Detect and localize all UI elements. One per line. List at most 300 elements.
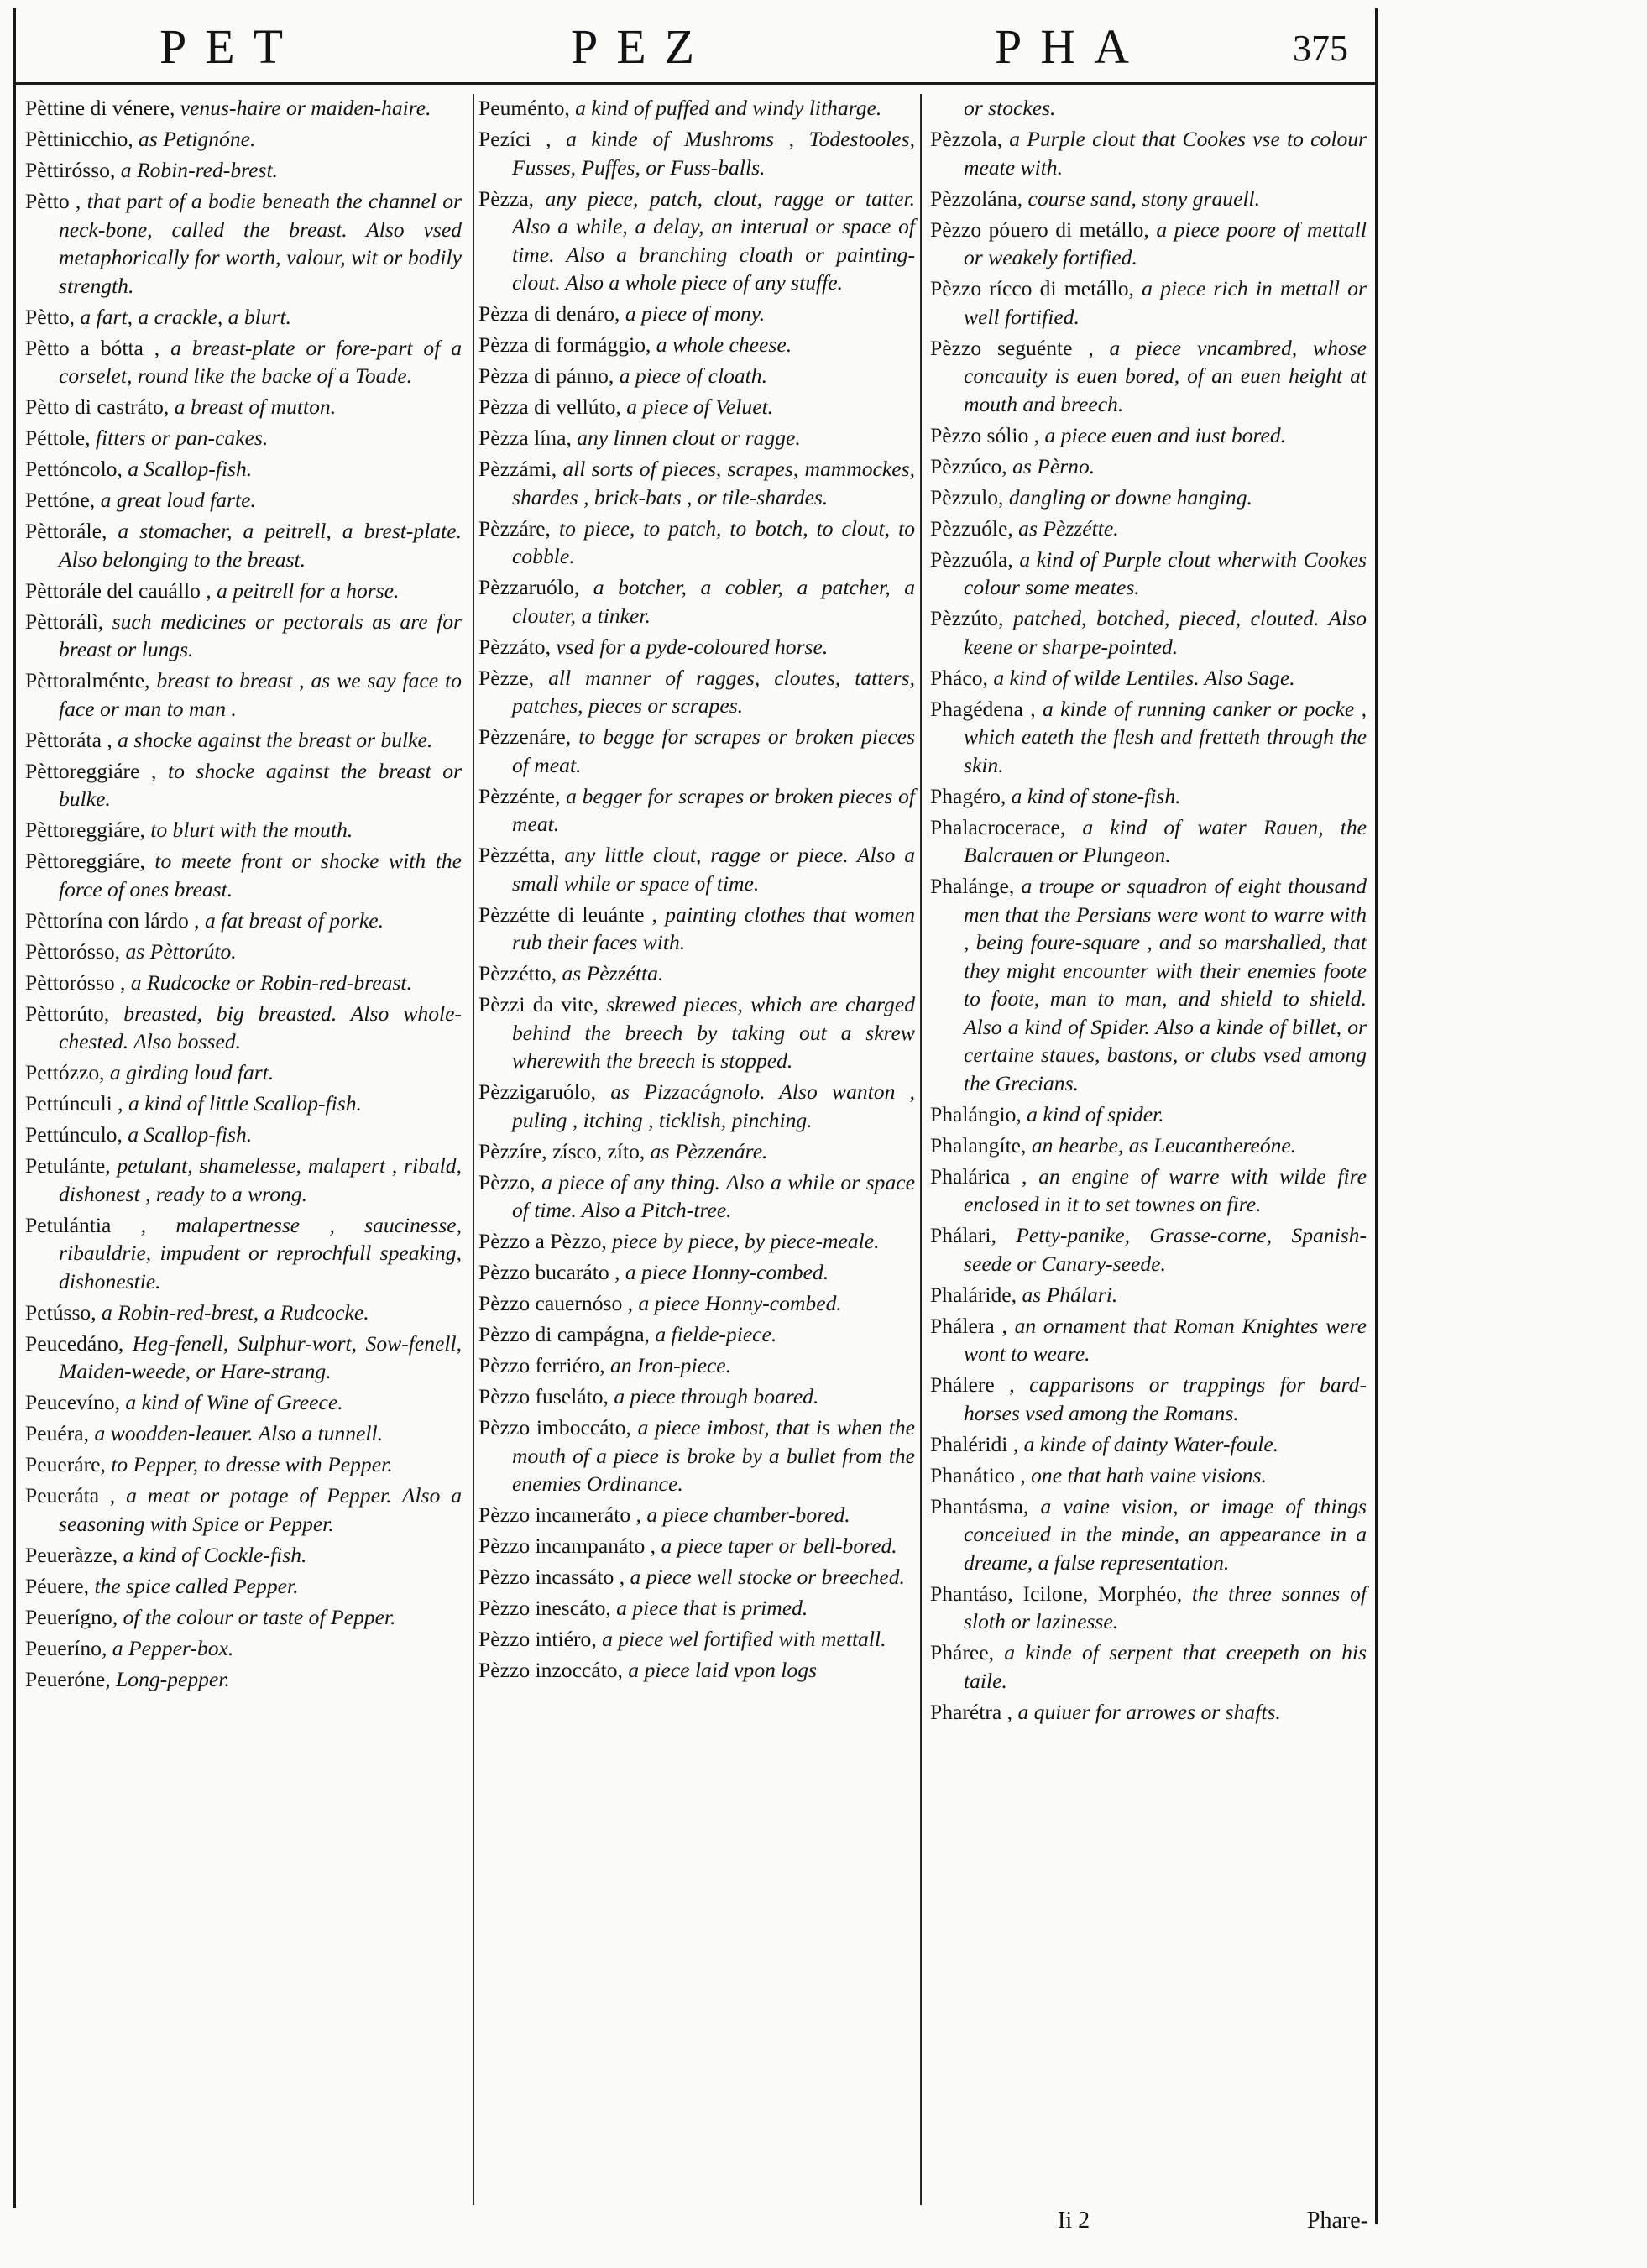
dictionary-entry [478,901,915,957]
entry-headword: Phaléridi , [930,1431,1019,1456]
entry-headword: Pèzzola, [930,127,1002,151]
entry-headword: Peueríno, [25,1635,107,1660]
entry-headword: Phalacrocerace, [930,814,1066,839]
entry-headword: Phálere , [930,1372,1015,1397]
dictionary-entry [478,841,915,897]
dictionary-entry [930,1131,1367,1160]
entry-definition: a fielde-piece. [649,1322,777,1346]
entry-headword: Pèzzenáre, [478,724,572,749]
entry-definition: as Phálari. [1017,1282,1118,1307]
dictionary-entry [478,959,915,988]
entry-headword: Péttole, [25,426,91,450]
entry-definition: a meat or potage of Pepper. Also a seasoning with Spice or Pepper. [59,1483,462,1536]
entry-headword: Pèzza lína, [478,426,572,450]
entry-headword: Pèttorúto, [25,1001,110,1026]
entry-definition: a kinde of dainty Water-foule. [1018,1431,1279,1456]
dictionary-entry [930,1580,1367,1636]
entry-definition: as Pèzzenáre. [645,1138,768,1163]
dictionary-entry [478,1563,915,1591]
dictionary-entry [25,1603,462,1632]
entry-definition: a kinde of running canker or pocke , which eateth the flesh and fretteth through the skin. [964,696,1367,777]
entry-headword: Pettúnculo, [25,1122,123,1147]
dictionary-entry [930,782,1367,811]
entry-headword: Phanático , [930,1462,1026,1487]
dictionary-entry [478,664,915,720]
right-frame-rule [1375,8,1378,2224]
entry-definition: fitters or pan-cakes. [90,426,269,450]
column-rule-1 [473,94,474,2205]
entry-headword: Pèzzaruólo, [478,575,580,599]
entry-definition: a Robin-red-brest, a Rudcocke. [96,1299,369,1325]
entry-headword: Pèzzo seguénte , [930,335,1094,360]
entry-definition: patched, botched, pieced, clouted. Also keene or sharpe-pointed. [964,606,1367,659]
dictionary-entry [930,546,1367,602]
dictionary-entry [930,1698,1367,1727]
entry-headword: Pèzzo inzoccáto, [478,1658,623,1682]
dictionary-entry [478,1168,915,1225]
entry-definition: as Petignóne. [133,127,256,151]
dictionary-entry [930,515,1367,543]
dictionary-entry [25,1152,462,1208]
column-2 [478,94,915,1687]
dictionary-entry [930,1312,1367,1368]
entry-headword: Pháco, [930,665,988,690]
entry-definition: such medicines or pectorals as are for breast or lungs. [59,609,462,661]
dictionary-entry [478,1078,915,1134]
entry-definition: any piece, patch, clout, ragge or tatter. Also a while, a delay, an interual or space of time. Also a branching cloath or painting-clout. Also a whole piece of any stuffe. [512,186,915,295]
entry-definition: petulant, shamelesse, malapert , ribald, dishonest , ready to a wrong. [59,1153,462,1206]
entry-definition: a botcher, a cobler, a patcher, a clouter, a tinker. [512,575,915,628]
entry-definition: a woodden-leauer. Also a tunnell. [89,1421,384,1445]
entry-headword: Pèttoreggiáre, [25,849,145,873]
dictionary-entry [478,1414,915,1498]
dictionary-entry [25,1482,462,1538]
entry-definition: an engine of warre with wilde fire enclosed in it to set townes on fire. [964,1163,1367,1216]
entry-headword: Peuerígno, [25,1604,118,1629]
dictionary-entry [930,421,1367,450]
dictionary-entry [478,1351,915,1380]
dictionary-entry [478,1382,915,1411]
dictionary-entry [25,1419,462,1448]
dictionary-entry [25,517,462,573]
entry-definition: a kinde of Mushroms , Todestooles, Fusses, Puffes, or Fuss-balls. [512,127,915,180]
dictionary-entry [478,455,915,511]
entry-headword: Pètto di castráto, [25,395,170,419]
column-1 [25,94,462,1696]
dictionary-entry [930,1492,1367,1577]
dictionary-entry [478,1594,915,1623]
entry-headword: Phantásma, [930,1493,1029,1518]
entry-headword: Pèzzo bucaráto , [478,1260,620,1284]
entry-headword: Pèzzétte di leuánte , [478,901,658,927]
entry-headword: Pèzzo ferriéro, [478,1353,605,1377]
entry-headword: Peueróne, [25,1666,111,1691]
entry-definition: a breast-plate or fore-part of a corselet, round like the backe of a Toade. [59,335,462,388]
dictionary-entry [478,1137,915,1166]
entry-definition: a piece through boared. [608,1384,819,1408]
entry-headword: Pèzzo inescáto, [478,1596,611,1620]
dictionary-entry [478,1258,915,1287]
entry-headword: Pèttoreggiáre , [25,758,157,783]
dictionary-entry [25,1388,462,1417]
entry-definition: skrewed pieces, which are charged behind the breech by taking out a skrew wherewith the breech is stopped. [512,992,916,1073]
running-head-right: PHA [995,19,1148,74]
entry-definition: a kind of puffed and windy litharge. [569,96,882,120]
entry-definition: a kind of Wine of Greece. [120,1390,343,1414]
entry-definition: as Pèzzétta. [557,961,664,985]
dictionary-entry [25,847,462,903]
entry-definition: a piece that is primed. [610,1596,808,1620]
entry-definition: a Robin-red-brest. [115,158,278,182]
dictionary-entry [930,1461,1367,1490]
entry-headword: Pèzzámi, [478,457,557,481]
dictionary-entry [478,515,915,571]
entry-definition: to blurt with the mouth. [144,818,353,842]
dictionary-entry [930,94,1367,123]
entry-headword: Pèttorína con lárdo , [25,907,200,933]
entry-headword: Pettóne, [25,488,96,512]
entry-headword: Pèttinicchio, [25,127,133,151]
entry-headword: Pèttoralménte, [25,668,150,692]
entry-definition: a kinde of serpent that creepeth on his taile. [964,1640,1367,1693]
dictionary-entry [25,486,462,515]
dictionary-entry [25,424,462,452]
entry-headword: Pettúnculi , [25,1091,123,1116]
entry-headword: Pèttirósso, [25,158,116,182]
entry-headword: Peueráta , [25,1483,116,1508]
dictionary-entry [25,1541,462,1570]
entry-definition: to shocke against the breast or bulke. [59,758,462,811]
entry-definition: a kind of wilde Lentiles. Also Sage. [987,665,1295,690]
left-frame-rule [13,8,16,2208]
entry-definition: a kind of Cockle-fish. [118,1542,307,1567]
column-rule-2 [920,94,922,2205]
entry-definition: as Pizzacágnolo. Also wanton , puling , itching , ticklish, pinching. [512,1079,915,1132]
entry-definition: a begger for scrapes or broken pieces of meat. [512,783,915,836]
entry-definition: a girding loud fart. [104,1060,274,1084]
entry-headword: Phaláride, [930,1282,1017,1307]
entry-definition: as Pèzzétte. [1012,515,1119,541]
dictionary-entry [478,573,915,630]
dictionary-entry [478,393,915,421]
entry-definition: breasted, big breasted. Also whole-chested. Also bossed. [59,1001,462,1053]
entry-headword: Petulántia , [25,1212,147,1237]
entry-headword: Petússo, [25,1299,97,1325]
dictionary-entry [930,483,1367,512]
dictionary-entry [25,577,462,605]
entry-definition: Heg-fenell, Sulphur-wort, Sow-fenell, Maiden-weede, or Hare-strang. [59,1330,462,1383]
entry-definition: a breast of mutton. [169,395,337,419]
entry-definition: a Scallop-fish. [122,457,253,481]
entry-headword: Pèzzo incampanáto , [478,1534,656,1558]
entry-headword: Pèzzíre, zísco, zíto, [478,1138,646,1163]
dictionary-entry [930,185,1367,213]
entry-definition: a piece poore of mettall or weakely fortified. [964,217,1367,269]
entry-definition: or stockes. [964,96,1056,120]
entry-definition: a piece of any thing. Also a while or space of time. Also a Pitch-tree. [512,1169,915,1222]
entry-headword: Pèzzo intiéro, [478,1627,597,1651]
dictionary-entry [25,608,462,664]
entry-headword: Peuménto, [478,96,570,120]
dictionary-entry [930,1100,1367,1129]
entry-headword: Petulánte, [25,1153,111,1178]
page-number: 375 [1293,28,1348,69]
dictionary-entry [930,872,1367,1097]
dictionary-entry [25,94,462,123]
entry-headword: Pètto, [25,304,76,329]
entry-headword: Pèzza di denáro, [478,301,620,326]
column-3 [930,94,1367,1729]
entry-headword: Phalárica , [930,1163,1027,1189]
entry-definition: a fart, a crackle, a blurt. [75,304,292,329]
dictionary-entry [478,125,915,181]
entry-headword: Pèzzáre, [478,515,551,541]
entry-definition: a peitrell for a horse. [211,577,400,603]
dictionary-entry [25,1330,462,1386]
entry-definition: a kind of little Scallop-fish. [123,1091,362,1116]
entry-headword: Peueráre, [25,1452,106,1476]
dictionary-entry [930,1430,1367,1459]
signature-mark: Ii 2 [1058,2208,1090,2234]
entry-definition: dangling or downe hanging. [1003,484,1252,510]
entry-definition: an Iron-piece. [604,1353,732,1377]
entry-headword: Pèzzétto, [478,961,557,985]
entry-definition: a piece wel fortified with mettall. [596,1627,886,1651]
entry-headword: Pèttorále del cauállo , [25,577,212,603]
entry-headword: Pèzzo fuseláto, [478,1384,609,1408]
entry-headword: Pèzzuóle, [930,515,1013,541]
dictionary-entry [478,1227,915,1256]
entry-headword: Pèzzénte, [478,783,561,808]
entry-headword: Peueràzze, [25,1542,118,1567]
entry-definition: all manner of ragges, cloutes, tatters, patches, pieces or scrapes. [512,665,915,718]
entry-definition: of the colour or taste of Pepper. [118,1604,396,1629]
entry-definition: malapertnesse , saucinesse, ribauldrie, impudent or reprochfull speaking, dishonestie. [59,1212,462,1293]
entry-headword: Pèzzúto, [930,606,1004,630]
entry-definition: a whole cheese. [651,332,792,357]
dictionary-entry [478,300,915,328]
entry-definition: a piece vncambred, whose concauity is euen bored, of an euen height at mouth and breech. [964,335,1367,416]
dictionary-entry [25,334,462,390]
entry-headword: Pèzzo di campágna, [478,1322,650,1346]
dictionary-entry [930,695,1367,780]
entry-definition: a piece taper or bell-bored. [656,1534,897,1558]
dictionary-entry [930,216,1367,272]
dictionary-entry [478,633,915,661]
entry-definition: a piece of cloath. [614,363,767,388]
entry-definition: to Pepper, to dresse with Pepper. [105,1452,393,1476]
entry-headword: Peucedáno, [25,1330,124,1356]
dictionary-entry [25,726,462,755]
dictionary-entry [25,666,462,723]
entry-headword: Pèzzuóla, [930,546,1013,572]
entry-headword: Phagédena , [930,696,1036,721]
entry-definition: a piece euen and iust bored. [1039,422,1287,447]
running-head-left: PET [159,19,302,74]
entry-headword: Pèzzulo, [930,484,1004,510]
entry-definition: any little clout, ragge or piece. Also a small while or space of time. [512,843,915,896]
entry-headword: Pèzzo rícco di metállo, [930,276,1134,300]
entry-definition: a kind of spider. [1021,1101,1164,1126]
entry-headword: Phalángio, [930,1101,1022,1126]
entry-headword: Phagéro, [930,783,1006,808]
entry-definition: capparisons or trappings for bard-horses vsed among the Romans. [964,1372,1367,1425]
entry-definition: a Rudcocke or Robin-red-breast. [125,969,412,995]
dictionary-entry [478,424,915,452]
entry-headword: Pètto a bótta , [25,335,160,360]
entry-definition: a piece laid vpon logs [622,1658,817,1682]
entry-definition: breast to breast , as we say face to face or man to man . [59,668,462,721]
entry-headword: Pèttorálì, [25,609,104,634]
entry-headword: Pharétra , [930,1699,1013,1724]
entry-definition: a Scallop-fish. [122,1122,253,1147]
entry-headword: Pèzza, [478,186,535,211]
entry-headword: Pèttoráta , [25,727,112,752]
entry-definition: to begge for scrapes or broken pieces of meat. [512,724,915,777]
dictionary-entry [930,1163,1367,1219]
entry-headword: Pèzzétta, [478,843,556,867]
entry-headword: Pèzzolána, [930,186,1023,211]
entry-definition: a piece Honny-combed. [633,1291,842,1315]
entry-headword: Pèzzo cauernóso , [478,1291,634,1315]
entry-definition: a shocke against the breast or bulke. [112,727,433,752]
entry-headword: Pèttorále, [25,519,107,543]
entry-definition: Long-pepper. [110,1666,230,1691]
dictionary-entry [25,1450,462,1479]
entry-headword: Pèttorósso , [25,969,126,995]
entry-headword: Pèzzáto, [478,634,551,659]
dictionary-entry [478,362,915,390]
entry-definition: Petty-panike, Grasse-corne, Spanish-seede or Canary-seede. [964,1223,1367,1276]
dictionary-entry [478,94,915,123]
entry-definition: venus-haire or maiden-haire. [175,96,431,120]
entry-definition: the three sonnes of sloth or lazinesse. [964,1581,1367,1633]
entry-headword: Pèzzo sólio , [930,422,1040,447]
entry-definition: a kind of Purple clout wherwith Cookes colour some meates. [964,546,1367,599]
dictionary-entry [478,1625,915,1654]
entry-definition: a Purple clout that Cookes vse to colour meate with. [964,127,1367,180]
entry-definition: to meete front or shocke with the force of ones breast. [59,849,462,901]
dictionary-entry [930,1281,1367,1309]
entry-definition: as Pèttorúto. [120,938,237,964]
entry-definition: a stomacher, a peitrell, a brest-plate. Also belonging to the breast. [59,519,462,572]
entry-headword: Pèttorósso, [25,938,121,964]
entry-headword: Pèzzigaruólo, [478,1079,597,1104]
dictionary-entry [478,1656,915,1685]
entry-headword: Phantáso, Icilone, Morphéo, [930,1581,1183,1606]
entry-headword: Phálari, [930,1223,996,1247]
entry-definition: to piece, to patch, to botch, to clout, to cobble. [512,515,915,568]
entry-definition: course sand, stony grauell. [1022,186,1261,211]
dictionary-entry [478,723,915,779]
entry-headword: Pèzzúco, [930,453,1007,478]
entry-headword: Pèzze, [478,665,535,690]
entry-headword: Pèzzo, [478,1169,536,1194]
dictionary-entry [478,1320,915,1349]
entry-definition: a troupe or squadron of eight thousand men that the Persians were wont to warre with , being foure-square , and so marshalled, that they might encounter with their enemies foote to foote, man to man, and shield to shield. Also a kind of Spider. Also a kinde of billet, or certaine staues, bastons, or clubs vsed among the Grecians. [964,874,1367,1095]
entry-definition: a piece well stocke or breeched. [625,1565,905,1589]
entry-headword: Phalangíte, [930,1132,1027,1158]
entry-definition: painting clothes that women rub their faces with. [512,901,915,954]
dictionary-entry [25,1000,462,1056]
entry-definition: a vaine vision, or image of things conceiued in the minde, an appearance in a dreame, a false representation. [964,1493,1367,1575]
entry-headword: Pèzza di pánno, [478,363,614,388]
entry-headword: Pèzzo imboccáto, [478,1415,631,1440]
entry-definition: a piece rich in mettall or well fortified. [964,276,1367,329]
entry-headword: Pèzzo a Pèzzo, [478,1229,607,1253]
dictionary-entry [930,604,1367,661]
dictionary-entry [25,1058,462,1087]
dictionary-entry [478,1501,915,1529]
entry-definition: a piece Honny-combed. [620,1260,829,1284]
dictionary-entry [930,274,1367,331]
entry-headword: Pètto , [25,189,81,213]
entry-definition: a great loud farte. [95,488,256,512]
entry-headword: Pettózzo, [25,1060,105,1084]
dictionary-entry [930,334,1367,419]
entry-definition: a kind of water Rauen, the Balcrauen or Plungeon. [964,814,1367,867]
entry-definition: one that hath vaine visions. [1025,1462,1267,1487]
entry-definition: all sorts of pieces, scrapes, mammockes, shardes , brick-bats , or tile-shardes. [512,457,915,510]
dictionary-entry [25,125,462,154]
entry-definition: a piece of mony. [620,301,766,326]
dictionary-entry [25,757,462,813]
catchword: Phare- [1306,2208,1368,2234]
entry-definition: a fat breast of porke. [199,907,384,933]
entry-headword: Péuere, [25,1573,90,1598]
dictionary-entry [25,816,462,844]
dictionary-entry [25,1634,462,1663]
dictionary-entry [25,1211,462,1296]
entry-headword: Pháree, [930,1640,995,1664]
dictionary-entry [25,156,462,185]
dictionary-entry [25,1299,462,1327]
entry-headword: Pèzzo incameráto , [478,1502,641,1527]
entry-definition: the spice called Pepper. [89,1573,299,1598]
dictionary-entry [25,187,462,300]
entry-headword: Pèzzi da vite, [478,992,599,1016]
dictionary-entry [25,1572,462,1601]
dictionary-entry [25,1090,462,1118]
dictionary-entry [930,813,1367,870]
dictionary-entry [25,1121,462,1149]
dictionary-entry [930,1638,1367,1695]
entry-definition: piece by piece, by piece-meale. [606,1229,880,1253]
dictionary-entry [930,1371,1367,1427]
dictionary-entry [930,1221,1367,1278]
entry-definition: that part of a bodie beneath the channel or neck-bone, called the breast. Also vsed metaphorically for worth, valour, wit or bodily strength. [59,189,462,298]
dictionary-entry [25,393,462,421]
entry-definition: a piece imbost, that is when the mouth of a piece is broke by a bullet from the enemies Ordinance. [512,1415,915,1496]
dictionary-entry [930,664,1367,692]
entry-headword: Pèzzo póuero di metállo, [930,217,1149,242]
dictionary-entry [478,1532,915,1560]
dictionary-entry [25,969,462,997]
dictionary-entry [25,907,462,935]
entry-definition: any linnen clout or ragge. [571,426,801,450]
entry-headword: Phalánge, [930,874,1015,898]
entry-definition: an ornament that Roman Knightes were wont to weare. [964,1313,1367,1366]
dictionary-entry [930,452,1367,481]
entry-headword: Peuéra, [25,1421,90,1445]
dictionary-entry [25,455,462,483]
running-head-center: PEZ [571,19,714,74]
entry-headword: Pèzza di vellúto, [478,395,621,419]
entry-headword: Pettóncolo, [25,457,123,481]
entry-definition: as Pèrno. [1006,453,1095,478]
entry-headword: Pèttoreggiáre, [25,818,145,842]
entry-headword: Pèzzo incassáto , [478,1565,625,1589]
